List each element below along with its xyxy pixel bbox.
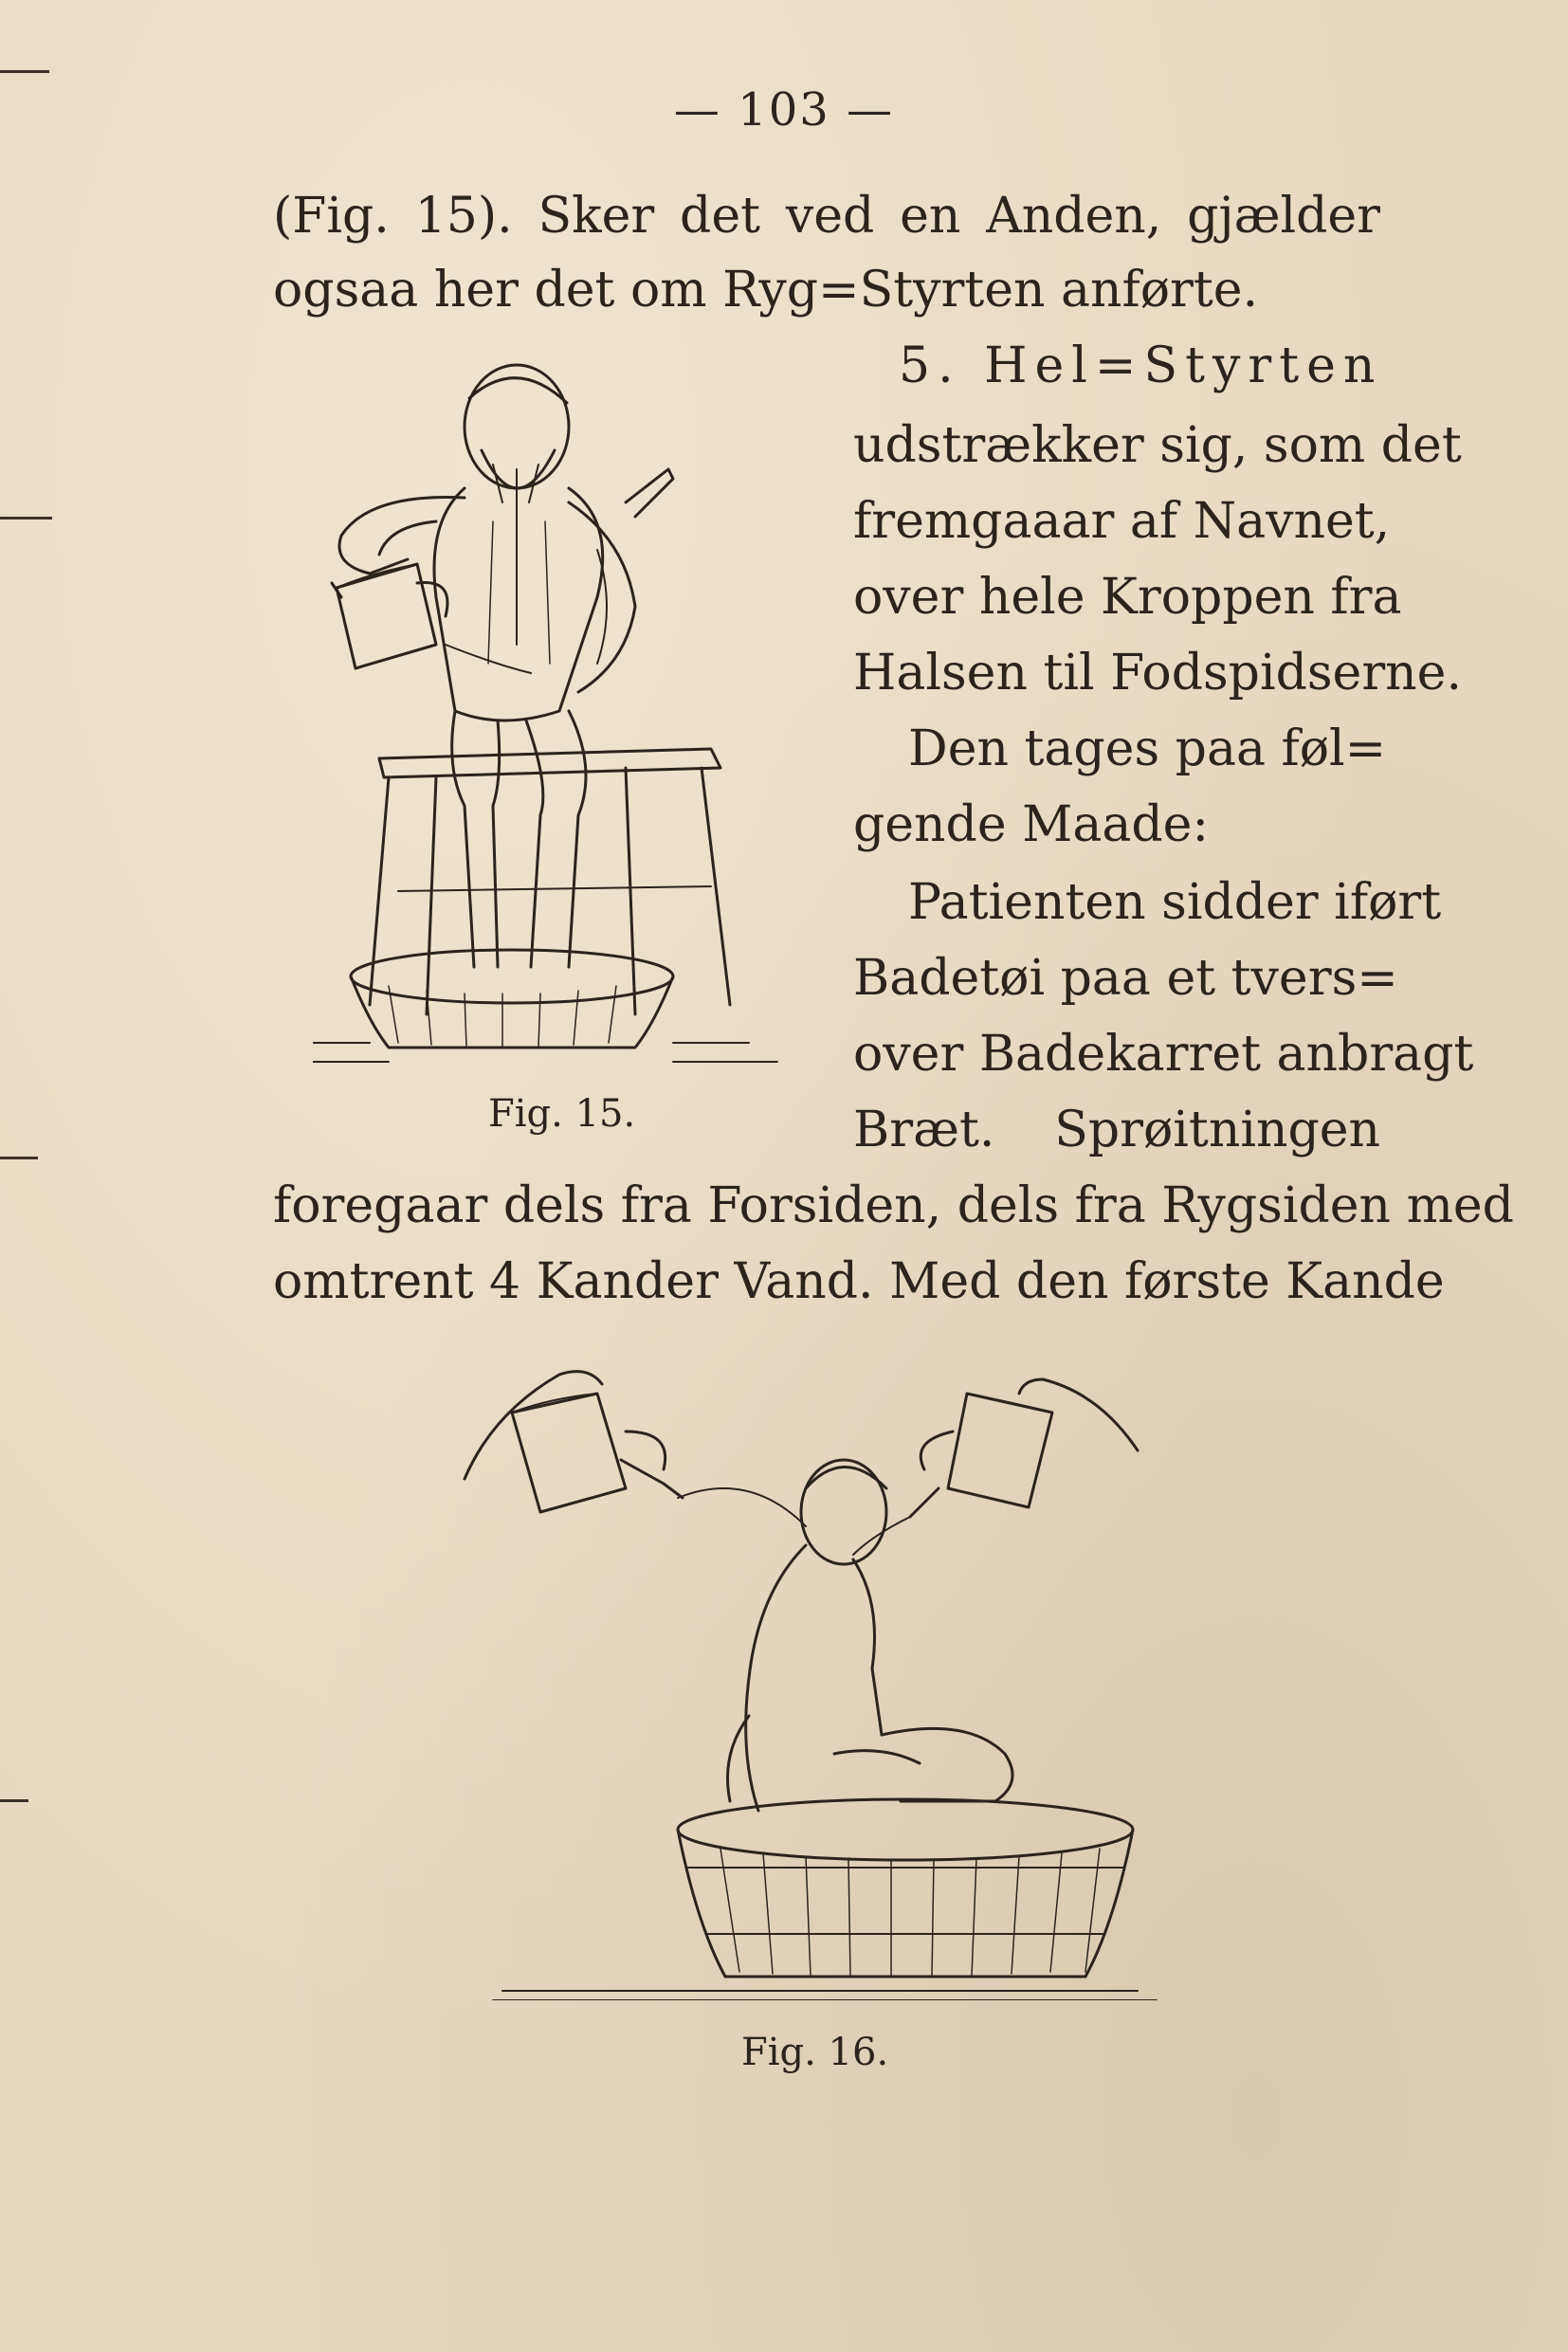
text-line-7: Halsen til Fodspidserne. [853, 645, 1462, 702]
margin-mark [0, 1799, 28, 1802]
text-line-12: over Badekarret anbragt [853, 1026, 1474, 1083]
section-heading: 5. Hel=Styrten [899, 337, 1383, 394]
margin-mark [0, 517, 52, 520]
text-line-5: fremgaaar af Navnet, [853, 493, 1391, 550]
text-line-15: omtrent 4 Kander Vand. Med den første Kande [273, 1253, 1445, 1310]
margin-mark [0, 70, 49, 73]
text-line-1: (Fig. 15). Sker det ved en Anden, gjælder [273, 188, 1380, 245]
margin-mark [0, 1157, 38, 1159]
text-line-10: Patienten sidder iført [908, 874, 1442, 931]
text-line-8: Den tages paa føl= [908, 720, 1387, 777]
text-line-4: udstrækker sig, som det [853, 417, 1462, 474]
text-line-13: Bræt. Sprøitningen [853, 1102, 1380, 1158]
text-line-9: gende Maade: [853, 796, 1209, 853]
text-line-6: over hele Kroppen fra [853, 569, 1402, 626]
text-line-14: foregaar dels fra Forsiden, dels fra Rygsiden med [273, 1177, 1514, 1234]
fig16-illustration [436, 1356, 1194, 2000]
page-number: — 103 — [673, 83, 895, 137]
text-line-2: ogsaa her det om Ryg=Styrten anførte. [273, 262, 1259, 319]
fig16-caption: Fig. 16. [741, 2031, 889, 2074]
text-line-11: Badetøi paa et tvers= [853, 950, 1398, 1007]
fig15-illustration [313, 360, 787, 1081]
fig15-caption: Fig. 15. [488, 1092, 636, 1136]
